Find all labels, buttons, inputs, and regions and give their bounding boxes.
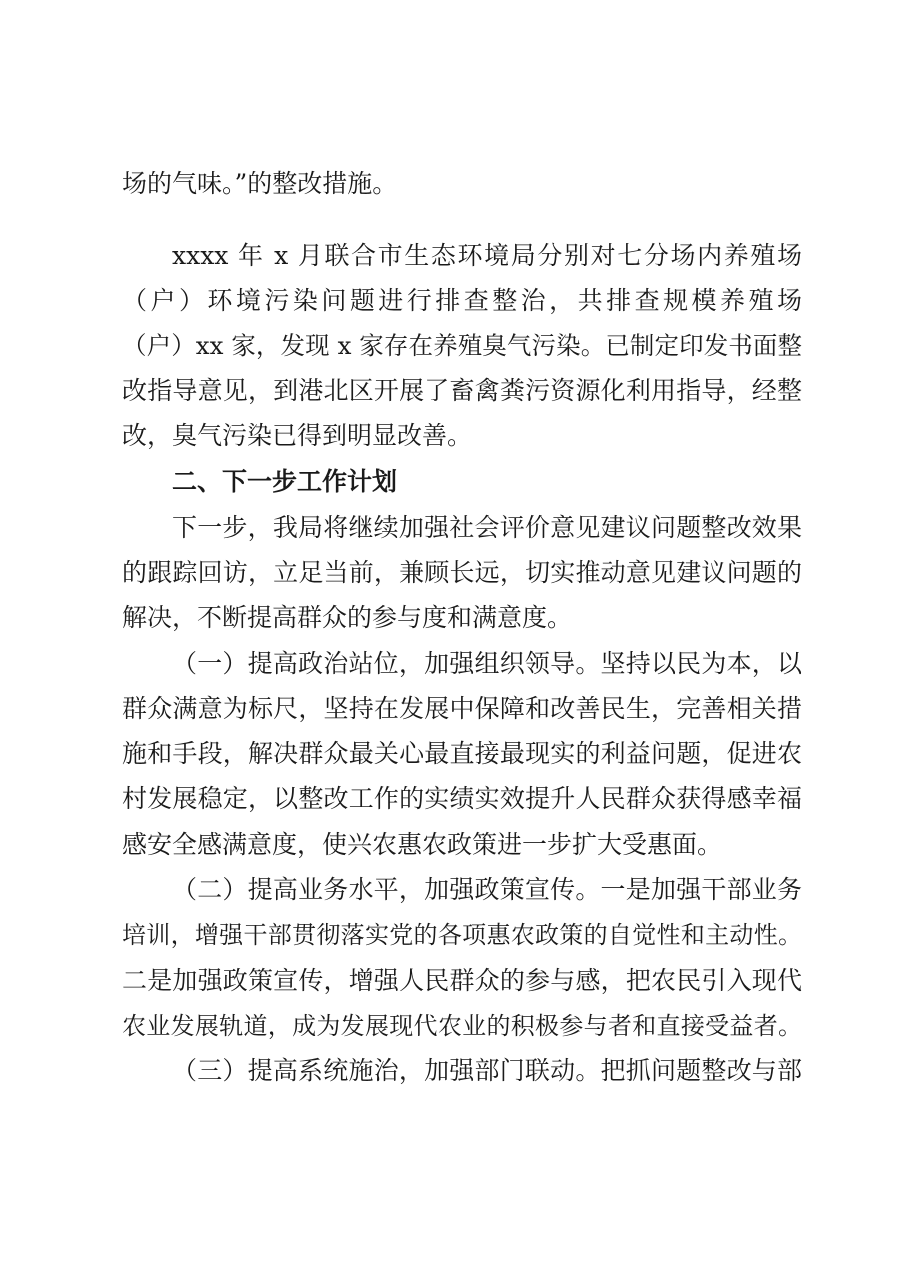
text-line-15: 感安全感满意度，使兴农惠农政策进一步扩大受惠面。 (122, 830, 723, 859)
text-line-10: 解决，不断提高群众的参与度和满意度。 (122, 603, 573, 632)
text-line-1: 场的气味。”的整改措施。 (122, 169, 398, 198)
text-line-17: 培训，增强干部贯彻落实党的各项惠农政策的自觉性和主动性。 (122, 921, 802, 949)
text-line-12: 群众满意为标尺，坚持在发展中保障和改善民生，完善相关措 (122, 694, 802, 723)
text-line-16: （二）提高业务水平，加强政策宣传。一是加强干部业务 (172, 875, 802, 904)
text-line-3: （户）环境污染问题进行排查整治，共排查规模养殖场 (122, 286, 802, 315)
text-line-13: 施和手段，解决群众最关心最直接最现实的利益问题，促进农 (122, 739, 802, 768)
text-line-5: 改指导意见，到港北区开展了畜禽粪污资源化利用指导，经整 (122, 376, 802, 405)
text-line-11: （一）提高政治站位，加强组织领导。坚持以民为本，以 (172, 649, 802, 678)
text-line-6: 改，臭气污染已得到明显改善。 (122, 421, 473, 450)
text-line-14: 村发展稳定，以整改工作的实绩实效提升人民群众获得感幸福 (122, 784, 802, 813)
text-line-8: 下一步，我局将继续加强社会评价意见建议问题整改效果 (172, 513, 802, 542)
text-line-9: 的跟踪回访，立足当前，兼顾长远，切实推动意见建议问题的 (122, 558, 802, 587)
text-line-18: 二是加强政策宣传，增强人民群众的参与感，把农民引入现代 (122, 966, 802, 995)
text-line-4: （户）xx 家，发现 x 家存在养殖臭气污染。已制定印发书面整 (122, 331, 802, 360)
text-line-19: 农业发展轨道，成为发展现代农业的积极参与者和直接受益者。 (122, 1012, 802, 1040)
text-line-2: xxxx 年 x 月联合市生态环境局分别对七分场内养殖场 (172, 241, 802, 270)
section-heading: 二、下一步工作计划 (172, 467, 398, 496)
text-line-20: （三）提高系统施治，加强部门联动。把抓问题整改与部 (172, 1056, 802, 1085)
